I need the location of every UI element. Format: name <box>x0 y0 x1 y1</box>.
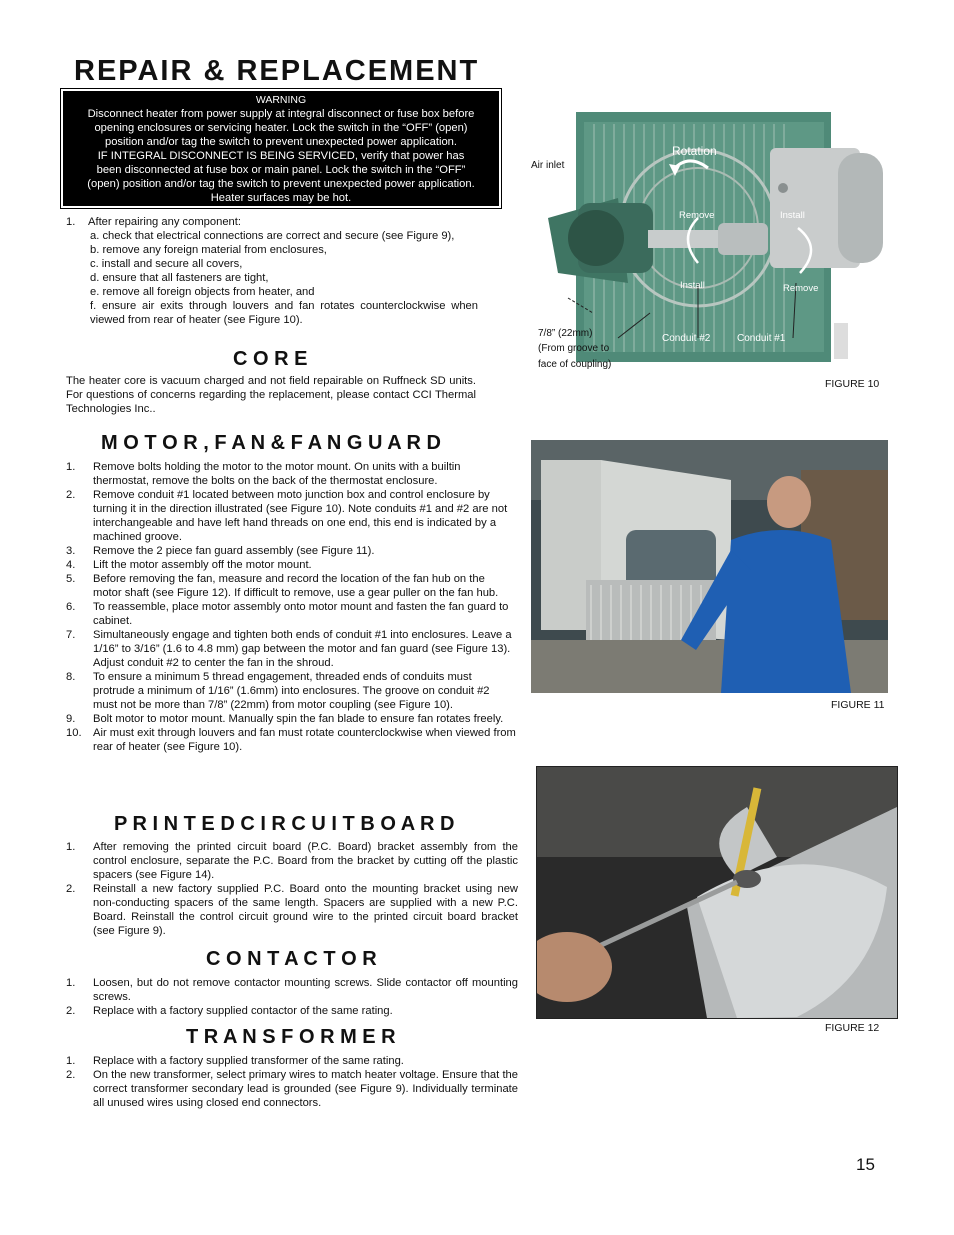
step-text: Replace with a factory supplied contactor of the same rating. <box>93 1005 393 1017</box>
step-text: On the new transformer, select primary wires to match heater voltage. Ensure that the correct transformer secondary lead is grounded (see Figure 9). Individually terminate all unused wires using closed end connectors. <box>93 1069 518 1109</box>
pcb-heading: P R I N T E D C I R C U I T B O A R D <box>114 813 455 835</box>
list-item <box>66 600 516 628</box>
warning-line: Heater surfaces may be hot. <box>210 192 352 204</box>
label-install-left: Install <box>680 280 705 291</box>
list-item <box>66 726 516 754</box>
motor-steps <box>66 460 516 754</box>
label-groove-3: face of coupling) <box>538 359 612 370</box>
list-item: d. ensure that all fasteners are tight, <box>90 272 269 284</box>
warning-line: been disconnected at fuse box or main panel. Lock the switch in the “OFF” <box>96 164 466 176</box>
warning-content <box>63 91 499 206</box>
label-rotation: Rotation <box>672 144 717 158</box>
step-number: 5. <box>66 573 76 585</box>
list-item <box>66 460 516 488</box>
contactor-steps <box>66 976 518 1018</box>
list-item <box>66 628 516 670</box>
step-number: 9. <box>66 713 76 725</box>
list-item <box>66 712 516 726</box>
warning-line: opening enclosures or servicing heater. Lock the switch in the “OFF” (open) <box>94 122 468 134</box>
list-item <box>66 572 516 600</box>
transformer-steps <box>66 1054 518 1110</box>
fan-hub-photo <box>537 767 897 1018</box>
list-item <box>66 1054 518 1068</box>
step-text: Air must exit through louvers and fan must rotate counterclockwise when viewed from rear of heater (see Figure 10). <box>93 727 516 753</box>
step-number: 3. <box>66 545 76 557</box>
label-groove-2: (From groove to <box>538 343 610 354</box>
list-item <box>66 488 516 544</box>
warning-line: (open) position and/or tag the switch to prevent unexpected power application. <box>87 178 475 190</box>
after-repair-intro <box>66 215 478 229</box>
step-text: After removing the printed circuit board (P.C. Board) bracket assembly from the control enclosure, separate the P.C. Board from the bracket by cutting off the plastic spacers (see Figure 14). <box>93 841 518 881</box>
step-number: 1. <box>66 1055 76 1067</box>
warning-line: Disconnect heater from power supply at integral disconnect or fuse box before <box>87 108 475 120</box>
step-text: Bolt motor to motor mount. Manually spin the fan blade to ensure fan rotates freely. <box>93 713 504 725</box>
list-item <box>66 558 516 572</box>
step-text: To reassemble, place motor assembly onto motor mount and fasten the fan guard to cabinet. <box>93 601 509 627</box>
step-number: 2. <box>66 1005 76 1017</box>
step-text: To ensure a minimum 5 thread engagement, threaded ends of conduits must protrude a minimum of 1/16” (1.6mm) into enclosures. The groove on conduit #2 must not be more than 7/8” (22mm) from motor coupling (see Figure 10). <box>93 671 490 711</box>
list-item: c. install and secure all covers, <box>90 258 243 270</box>
step-number: 6. <box>66 601 76 613</box>
figure-12-photo <box>536 766 898 1019</box>
after-repair-list <box>66 229 478 327</box>
step-number: 2. <box>66 883 76 895</box>
step-text: After repairing any component: <box>88 216 241 228</box>
step-text: Lift the motor assembly off the motor mount. <box>93 559 312 571</box>
step-text: Reinstall a new factory supplied P.C. Board onto the mounting bracket using new non-conducting spacers of the same length. Spacers are supplied with a new P.C. Board. Reinstall the control circuit ground wire to the printed circuit board bracket (see Figure 9). <box>93 883 518 937</box>
motor-heading: M O T O R , F A N & F A N G U A R D <box>101 432 441 454</box>
step-text: Replace with a factory supplied transformer of the same rating. <box>93 1055 404 1067</box>
step-number: 2. <box>66 1069 76 1081</box>
step-number: 1. <box>66 977 76 989</box>
step-text: Remove conduit #1 located between moto junction box and control enclosure by turning it in the direction illustrated (see Figure 10). Note conduits #1 and #2 are not interchangeable and have left hand threads on one end, this end is indicated by a machined groove. <box>93 489 508 543</box>
figure-11-photo <box>531 440 888 693</box>
warning-title: WARNING <box>255 94 307 106</box>
pcb-steps <box>66 840 518 938</box>
list-item <box>66 1068 518 1110</box>
technician-photo <box>531 440 888 693</box>
list-item <box>66 976 518 1004</box>
step-text: Loosen, but do not remove contactor mounting screws. Slide contactor off mounting screws. <box>93 977 518 1003</box>
figure-10-caption: FIGURE 10 <box>825 378 880 390</box>
step-number: 8. <box>66 671 76 683</box>
figure-12-caption: FIGURE 12 <box>825 1022 880 1034</box>
step-text: Simultaneously engage and tighten both ends of conduit #1 into enclosures. Leave a 1/16” to 3/16” (1.6 to 4.8 mm) gap between the motor and fan guard (see Figure 13). Adjust conduit #2 to center the fan in the shroud. <box>93 629 512 669</box>
step-number: 1. <box>66 216 76 228</box>
contactor-heading: C O N T A C T O R <box>206 948 377 970</box>
core-text: The heater core is vacuum charged and not field repairable on Ruffneck SD units. For questions of concerns regarding the replacement, please contact CCI Thermal Technologies Inc.. <box>66 375 476 415</box>
list-item: e. remove all foreign objects from heater, and <box>90 286 315 298</box>
transformer-heading: T R A N S F O R M E R <box>186 1026 396 1048</box>
figure-11-caption: FIGURE 11 <box>831 699 885 711</box>
step-number: 4. <box>66 559 76 571</box>
step-text: Remove bolts holding the motor to the motor mount. On units with a builtin thermostat, remove the bolts on the back of the thermostat enclosure. <box>93 461 461 487</box>
step-number: 10. <box>66 727 82 739</box>
page-title: REPAIR & REPLACEMENT <box>74 55 480 87</box>
list-item: a. check that electrical connections are correct and secure (see Figure 9), <box>90 230 455 242</box>
list-item <box>66 1004 518 1018</box>
label-conduit-1: Conduit #1 <box>737 333 786 344</box>
page-number: 15 <box>856 1155 875 1174</box>
step-text: Remove the 2 piece fan guard assembly (see Figure 11). <box>93 545 375 557</box>
label-conduit-2: Conduit #2 <box>662 333 711 344</box>
after-repair-section <box>66 215 478 327</box>
step-number: 7. <box>66 629 76 641</box>
label-install-right: Install <box>780 210 805 221</box>
list-item <box>66 840 518 882</box>
figure-10 <box>528 108 888 376</box>
warning-box <box>60 88 502 209</box>
list-item <box>66 882 518 938</box>
list-item <box>66 670 516 712</box>
list-item: f. ensure air exits through louvers and fan rotates counterclockwise when viewed from rear of heater (see Figure 10). <box>90 300 478 326</box>
label-remove-left: Remove <box>679 210 715 221</box>
step-text: Before removing the fan, measure and record the location of the fan hub on the motor shaft (see Figure 12). If difficult to remove, use a gear puller on the fan hub. <box>93 573 499 599</box>
label-air-inlet: Air inlet <box>531 160 565 171</box>
list-item <box>66 544 516 558</box>
list-item: b. remove any foreign material from enclosures, <box>90 244 327 256</box>
step-number: 1. <box>66 461 76 473</box>
label-groove-1: 7/8” (22mm) <box>538 328 593 339</box>
core-heading: C O R E <box>233 348 308 370</box>
warning-line: position and/or tag the switch to prevent unexpected power application. <box>104 136 457 148</box>
step-number: 1. <box>66 841 76 853</box>
step-number: 2. <box>66 489 76 501</box>
warning-line: IF INTEGRAL DISCONNECT IS BEING SERVICED, verify that power has <box>97 150 465 162</box>
label-remove-right: Remove <box>783 283 819 294</box>
